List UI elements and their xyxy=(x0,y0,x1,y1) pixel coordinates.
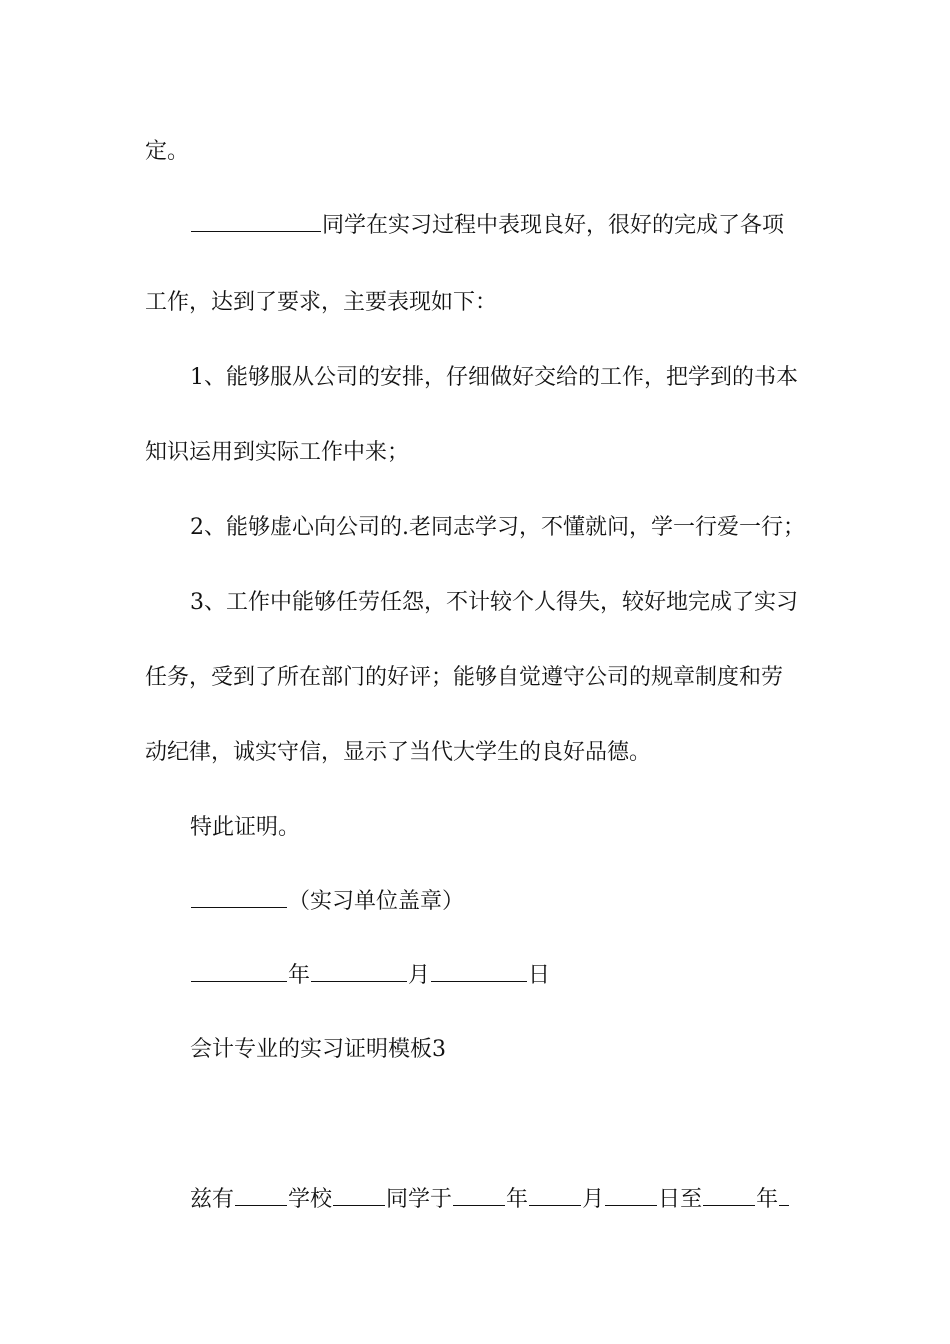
text-fragment: 动纪律，诚实守信，显示了当代大学生的良好品德。 xyxy=(145,740,652,765)
paragraph-line xyxy=(190,362,950,394)
text-fragment: 年 xyxy=(288,963,311,988)
paragraph-line xyxy=(145,662,950,694)
paragraph-line xyxy=(190,1184,950,1216)
fill-in-blank xyxy=(191,963,287,982)
paragraph-line xyxy=(145,136,950,168)
text-fragment: 年 xyxy=(506,1187,529,1212)
paragraph-line xyxy=(145,287,950,319)
fill-in-blank xyxy=(779,1187,789,1206)
text-fragment: 任务，受到了所在部门的好评；能够自觉遵守公司的规章制度和劳 xyxy=(145,665,784,690)
fill-in-blank xyxy=(191,213,321,232)
paragraph-line xyxy=(190,812,950,844)
text-fragment: 同学于 xyxy=(386,1187,453,1212)
text-fragment: 月 xyxy=(408,963,431,988)
text-fragment: 学校 xyxy=(288,1187,333,1212)
text-fragment: 知识运用到实际工作中来； xyxy=(145,440,410,465)
fill-in-blank xyxy=(333,1187,385,1206)
fill-in-blank xyxy=(311,963,407,982)
text-fragment: 日 xyxy=(528,963,551,988)
text-fragment: 定。 xyxy=(145,139,190,164)
text-fragment: 同学在实习过程中表现良好，很好的完成了各项 xyxy=(322,213,785,238)
paragraph-line xyxy=(145,737,950,769)
text-fragment: 会计专业的实习证明模板3 xyxy=(190,1037,446,1062)
paragraph-line xyxy=(190,210,950,242)
text-fragment: 日至 xyxy=(658,1187,703,1212)
fill-in-blank xyxy=(529,1187,581,1206)
stamp-line xyxy=(190,886,950,918)
section-title xyxy=(190,1034,950,1066)
text-fragment: 工作，达到了要求，主要表现如下： xyxy=(145,290,498,315)
paragraph-line xyxy=(190,587,950,619)
paragraph-line xyxy=(190,512,950,544)
text-fragment: 年 xyxy=(756,1187,779,1212)
fill-in-blank xyxy=(191,889,287,908)
date-line xyxy=(190,960,950,992)
text-fragment: 兹有 xyxy=(190,1187,235,1212)
text-fragment: 月 xyxy=(582,1187,605,1212)
fill-in-blank xyxy=(235,1187,287,1206)
fill-in-blank xyxy=(453,1187,505,1206)
text-fragment: 2、能够虚心向公司的.老同志学习，不懂就问，学一行爱一行； xyxy=(190,515,805,540)
text-fragment: 1、能够服从公司的安排，仔细做好交给的工作，把学到的书本 xyxy=(190,365,798,390)
fill-in-blank xyxy=(703,1187,755,1206)
text-fragment: 特此证明。 xyxy=(190,815,301,840)
fill-in-blank xyxy=(431,963,527,982)
paragraph-line xyxy=(145,437,950,469)
text-fragment: （实习单位盖章） xyxy=(288,889,465,914)
text-fragment: 3、工作中能够任劳任怨，不计较个人得失，较好地完成了实习 xyxy=(190,590,798,615)
fill-in-blank xyxy=(605,1187,657,1206)
